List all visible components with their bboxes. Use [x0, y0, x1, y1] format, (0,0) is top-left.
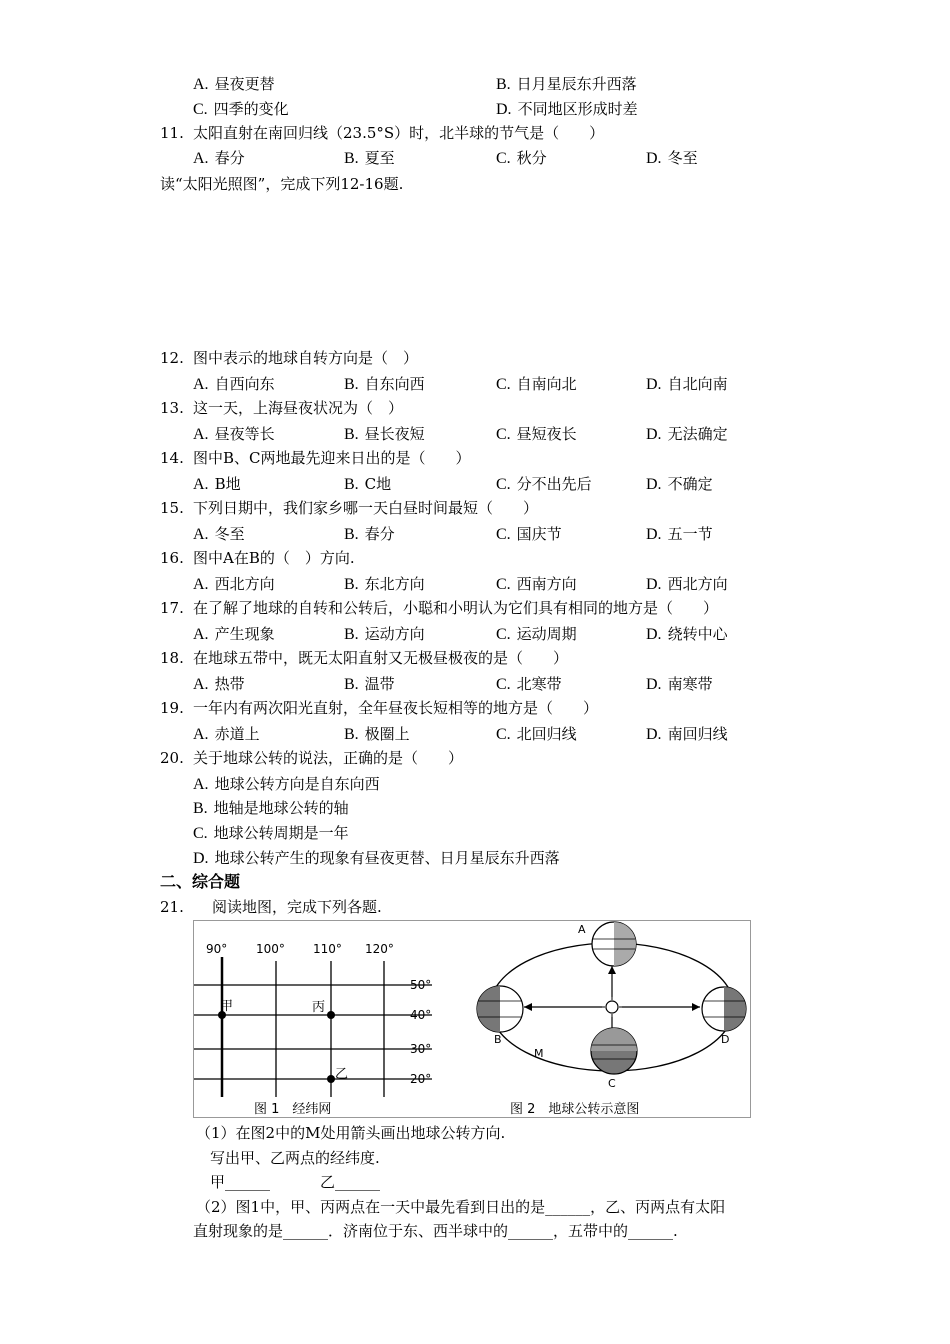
option-a: A. 昼夜更替: [193, 75, 275, 93]
question-number: 20.: [160, 749, 184, 767]
option-a: A. 地球公转方向是自东向西: [193, 775, 380, 793]
question-number: 11.: [160, 124, 184, 142]
sun-icon: [606, 1001, 618, 1013]
position-c-label: C: [608, 1077, 616, 1090]
option-b: B. 东北方向: [344, 575, 425, 593]
option-row: [0, 722, 950, 746]
option-c: C. 昼短夜长: [496, 425, 577, 443]
option-c: C. 秋分: [496, 149, 547, 167]
option-d: D. 冬至: [646, 149, 698, 167]
option-row: [0, 97, 950, 121]
question-text: 在了解了地球的自转和公转后，小聪和小明认为它们具有相同的地方是（ ）: [193, 599, 719, 617]
option-c: C. 北寒带: [496, 675, 562, 693]
option-b: B. 极圈上: [344, 725, 410, 743]
point-yi: [327, 1075, 335, 1083]
option-row: [0, 146, 950, 170]
question-text: 一年内有两次阳光直射，全年昼夜长短相等的地方是（ ）: [193, 699, 599, 717]
option-row: [0, 796, 950, 820]
fig1-caption: 图 1 经纬网: [254, 1102, 332, 1117]
option-a: A. 春分: [193, 149, 245, 167]
sub2-text-2: 直射现象的是______．济南位于东、西半球中的______，五带中的______.: [193, 1222, 678, 1240]
sub-question: [0, 1195, 950, 1219]
option-c: C. 西南方向: [496, 575, 577, 593]
option-a: A. 热带: [193, 675, 245, 693]
position-d-label: D: [721, 1033, 730, 1046]
lat-label: 20°: [410, 1072, 432, 1086]
answer-blanks: [0, 1170, 950, 1194]
option-a: A. B地: [193, 475, 241, 493]
option-row: [0, 846, 950, 870]
lat-label: 40°: [410, 1008, 432, 1022]
question-number: 12.: [160, 349, 184, 367]
question-text: 图中表示的地球自转方向是（ ）: [193, 349, 419, 367]
sub1-text: （1）在图2中的M处用箭头画出地球公转方向.: [196, 1124, 506, 1142]
question-text: 关于地球公转的说法，正确的是（ ）: [193, 749, 464, 767]
option-a: A. 昼夜等长: [193, 425, 275, 443]
question-number: 17.: [160, 599, 184, 617]
question-text: 下列日期中，我们家乡哪一天白昼时间最短（ ）: [193, 499, 539, 517]
lon-label: 90°: [206, 942, 228, 956]
question-stem: [0, 396, 950, 420]
sub2-text: （2）图1中，甲、丙两点在一天中最先看到日出的是______，乙、丙两点有太阳: [196, 1198, 726, 1216]
lon-label: 110°: [313, 942, 342, 956]
question-text: 图中A在B的（ ）方向.: [193, 549, 355, 567]
lon-label: 120°: [365, 942, 394, 956]
option-c: C. 地球公转周期是一年: [193, 824, 349, 842]
question-stem: [0, 746, 950, 770]
position-b-label: B: [494, 1033, 502, 1046]
option-c: C. 国庆节: [496, 525, 562, 543]
question-text: 太阳直射在南回归线（23.5°S）时，北半球的节气是（ ）: [193, 124, 605, 142]
sub1-text-2: 写出甲、乙两点的经纬度.: [210, 1149, 380, 1167]
option-row: [0, 672, 950, 696]
option-b: B. 春分: [344, 525, 395, 543]
fig2-caption: 图 2 地球公转示意图: [510, 1102, 640, 1117]
graticule: [194, 957, 432, 1097]
section-title: 二、综合题: [160, 872, 241, 891]
option-c: C. 分不出先后: [496, 475, 592, 493]
option-a: A. 产生现象: [193, 625, 275, 643]
question-stem: [0, 121, 950, 145]
option-row: [0, 472, 950, 496]
sub-question: [0, 1121, 950, 1145]
option-d: D. 地球公转产生的现象有昼夜更替、日月星辰东升西落: [193, 849, 560, 867]
earth-d: [702, 987, 746, 1031]
option-d: D. 南寒带: [646, 675, 713, 693]
section-heading: [0, 870, 950, 894]
arrow-icon: [608, 966, 616, 974]
option-row: [0, 772, 950, 796]
intro-12-16: 读“太阳光照图”，完成下列12-16题.: [160, 175, 404, 193]
option-b: B. 自东向西: [344, 375, 425, 393]
question-stem: [0, 596, 950, 620]
lat-label: 50°: [410, 978, 432, 992]
point-bing-label: 丙: [312, 1000, 326, 1015]
earth-c: [591, 1028, 637, 1074]
option-b: B. 日月星辰东升西落: [496, 75, 637, 93]
blank-jia[interactable]: 甲______: [210, 1173, 271, 1191]
question-stem: [0, 895, 950, 919]
question-number: 18.: [160, 649, 184, 667]
option-d: D. 南回归线: [646, 725, 728, 743]
option-row: [0, 372, 950, 396]
question-number: 16.: [160, 549, 184, 567]
blank-yi[interactable]: 乙______: [320, 1173, 381, 1191]
option-a: A. 西北方向: [193, 575, 275, 593]
option-d: D. 不同地区形成时差: [496, 100, 638, 118]
option-row: [0, 572, 950, 596]
question-stem: [0, 696, 950, 720]
option-c: C. 自南向北: [496, 375, 577, 393]
position-a-label: A: [578, 923, 586, 936]
option-c: C. 北回归线: [496, 725, 577, 743]
option-a: A. 冬至: [193, 525, 245, 543]
option-c: C. 运动周期: [496, 625, 577, 643]
question-stem: [0, 496, 950, 520]
option-row: [0, 622, 950, 646]
option-a: A. 自西向东: [193, 375, 275, 393]
question-stem: [0, 346, 950, 370]
lon-label: 100°: [256, 942, 285, 956]
option-d: D. 无法确定: [646, 425, 728, 443]
m-label: M: [534, 1047, 544, 1060]
option-b: B. C地: [344, 475, 392, 493]
option-c: C. 四季的变化: [193, 100, 289, 118]
earth-a: [592, 922, 636, 966]
question-number: 19.: [160, 699, 184, 717]
sub-question: [0, 1219, 950, 1243]
question-number: 14.: [160, 449, 184, 467]
question-text: 图中B、C两地最先迎来日出的是（ ）: [193, 449, 471, 467]
question-number: 15.: [160, 499, 184, 517]
option-row: [0, 821, 950, 845]
arrow-icon: [692, 1003, 700, 1011]
question-text: 这一天，上海昼夜状况为（ ）: [193, 399, 404, 417]
arrow-icon: [524, 1003, 532, 1011]
lat-label: 30°: [410, 1042, 432, 1056]
option-b: B. 地轴是地球公转的轴: [193, 799, 349, 817]
option-row: [0, 422, 950, 446]
point-yi-label: 乙: [335, 1067, 349, 1082]
earth-b: [477, 986, 523, 1032]
option-d: D. 五一节: [646, 525, 713, 543]
figure-box: [193, 920, 751, 1118]
question-number: 13.: [160, 399, 184, 417]
option-row: [0, 522, 950, 546]
option-a: A. 赤道上: [193, 725, 260, 743]
option-d: D. 自北向南: [646, 375, 728, 393]
question-text: 在地球五带中，既无太阳直射又无极昼极夜的是（ ）: [193, 649, 569, 667]
sub-question: [0, 1146, 950, 1170]
option-b: B. 运动方向: [344, 625, 425, 643]
point-bing: [327, 1011, 335, 1019]
option-b: B. 夏至: [344, 149, 395, 167]
option-row: [0, 72, 950, 96]
question-stem: [0, 546, 950, 570]
option-b: B. 昼长夜短: [344, 425, 425, 443]
option-d: D. 不确定: [646, 475, 713, 493]
question-number: 21.: [160, 898, 184, 916]
intro-text: [0, 172, 950, 196]
option-d: D. 绕转中心: [646, 625, 728, 643]
option-b: B. 温带: [344, 675, 395, 693]
question-text: 阅读地图，完成下列各题.: [212, 898, 382, 916]
question-stem: [0, 646, 950, 670]
point-jia-label: 甲: [220, 999, 234, 1014]
option-d: D. 西北方向: [646, 575, 728, 593]
figure-svg: [194, 921, 750, 1117]
question-stem: [0, 446, 950, 470]
